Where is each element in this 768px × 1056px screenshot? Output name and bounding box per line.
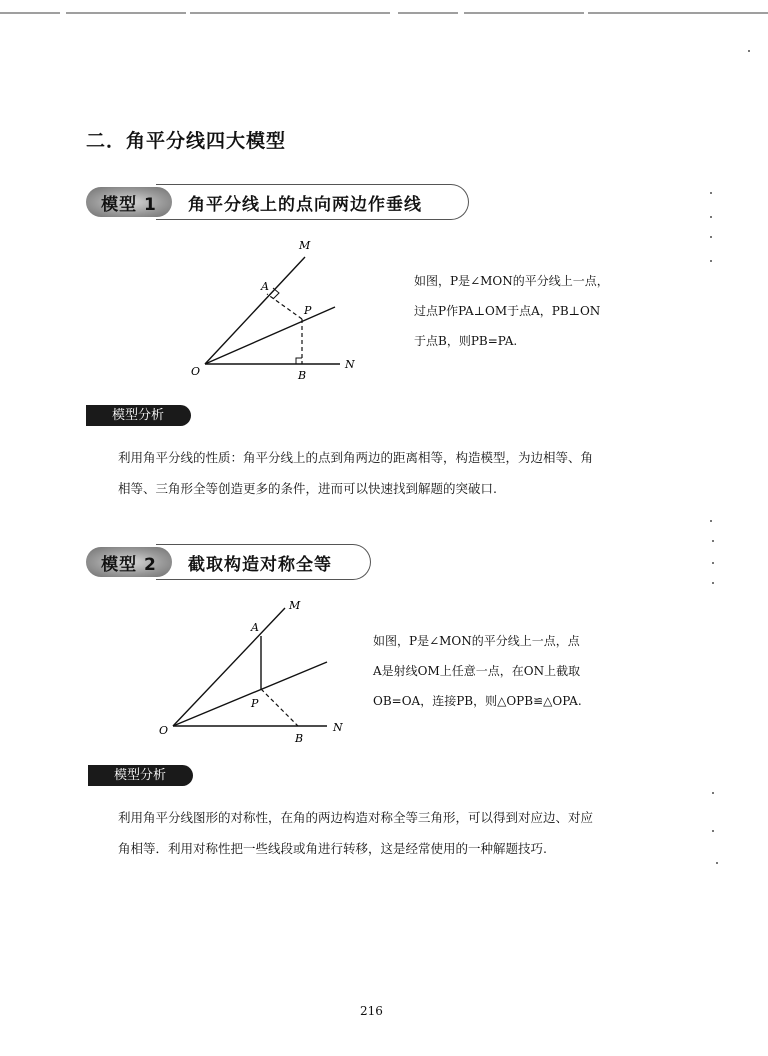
label-o: O — [191, 365, 201, 378]
scan-speck — [710, 192, 712, 194]
label-m: M — [299, 239, 311, 252]
model-1-analysis-tag: 模型分析 — [86, 405, 191, 426]
label-b: B — [295, 732, 304, 745]
scan-speck — [712, 830, 714, 832]
model-2-analysis-line-1: 利用角平分线图形的对称性，在角的两边构造对称全等三角形，可以得到对应边、对应 — [118, 810, 594, 825]
scan-speck — [712, 540, 714, 542]
model-2-badge: 模型 2 — [86, 547, 172, 577]
label-a: A — [261, 280, 269, 293]
model-2-analysis-tag: 模型分析 — [88, 765, 193, 786]
model-2-desc-line-1: 如图，P是∠MON的平分线上一点，点 — [373, 634, 580, 648]
model-2-figure — [155, 596, 355, 746]
scan-speck — [712, 562, 714, 564]
model-2-header — [86, 544, 386, 580]
label-a: A — [251, 621, 259, 634]
model-1-analysis-line-1: 利用角平分线的性质：角平分线上的点到角两边的距离相等，构造模型，为边相等、角 — [118, 450, 594, 465]
scan-speck — [710, 236, 712, 238]
model-1-title: 角平分线上的点向两边作垂线 — [188, 195, 422, 215]
top-rule — [0, 12, 768, 14]
model-1-header — [86, 184, 476, 220]
model-2-desc-line-3: OB=OA，连接PB，则△OPB≌△OPA. — [373, 694, 582, 708]
scan-speck — [712, 792, 714, 794]
model-1-desc-line-3: 于点B，则PB=PA. — [414, 334, 518, 348]
scan-speck — [716, 862, 718, 864]
page-number: 216 — [360, 1004, 383, 1018]
scan-speck — [710, 216, 712, 218]
scan-speck — [710, 260, 712, 262]
model-2-title: 截取构造对称全等 — [188, 555, 332, 575]
scan-speck — [712, 582, 714, 584]
model-2-desc-line-2: A是射线OM上任意一点，在ON上截取 — [373, 664, 581, 678]
label-o: O — [159, 724, 169, 737]
model-1-desc-line-2: 过点P作PA⊥OM于点A，PB⊥ON — [414, 304, 601, 318]
ray-op — [173, 662, 327, 726]
ray-om — [173, 608, 285, 726]
scan-speck — [748, 50, 750, 52]
segment-pb — [261, 689, 298, 726]
label-p: P — [304, 304, 312, 317]
model-1-badge: 模型 1 — [86, 187, 172, 217]
section-title: 二．角平分线四大模型 — [86, 130, 287, 152]
label-b: B — [298, 369, 307, 382]
model-1-desc-line-1: 如图，P是∠MON的平分线上一点， — [414, 274, 609, 288]
model-2-analysis-line-2: 角相等．利用对称性把一些线段或角进行转移，这是经常使用的一种解题技巧. — [118, 841, 547, 856]
label-n: N — [333, 721, 343, 734]
ray-op — [205, 307, 335, 364]
label-p: P — [251, 697, 259, 710]
model-1-analysis-line-2: 相等、三角形全等创造更多的条件，进而可以快速找到解题的突破口. — [118, 481, 497, 496]
right-angle-b — [296, 358, 302, 364]
label-m: M — [289, 599, 301, 612]
segment-pa — [267, 294, 302, 319]
label-n: N — [345, 358, 355, 371]
scan-speck — [710, 520, 712, 522]
model-1-figure — [185, 232, 375, 382]
